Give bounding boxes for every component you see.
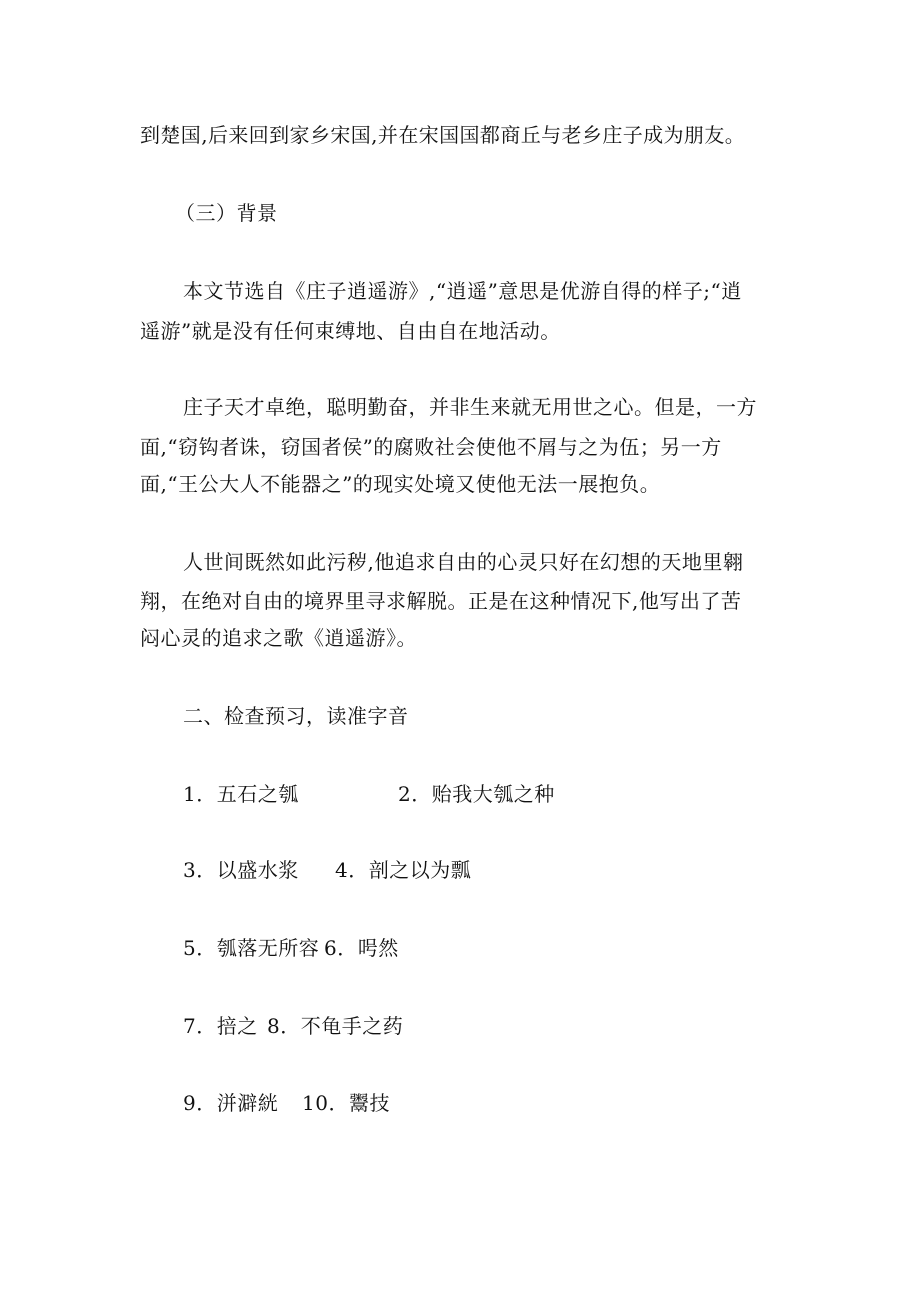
paragraph-line: 翔，在绝对自由的境界里寻求解脱。正是在这种情况下,他写出了苦 (140, 589, 742, 613)
vocab-item: 8．不龟手之药 (267, 1014, 404, 1038)
paragraph-line: 面,“王公大人不能器之”的现实处境又使他无法一展抱负。 (140, 472, 661, 496)
vocab-item: 10．鬻技 (302, 1091, 390, 1115)
section-heading-preview: 二、检查预习，读准字音 (183, 704, 409, 728)
section-heading-background: （三）背景 (175, 201, 278, 225)
paragraph-line: 庄子天才卓绝，聪明勤奋，并非生来就无用世之心。但是，一方 (183, 395, 757, 419)
paragraph-line: 遥游”就是没有任何束缚地、自由自在地活动。 (140, 319, 561, 343)
vocab-item: 3．以盛水浆 (183, 858, 299, 882)
vocab-item: 6．呺然 (324, 936, 399, 960)
vocab-item: 1．五石之瓠 (183, 782, 299, 806)
vocab-item: 5．瓠落无所容 (183, 936, 320, 960)
vocab-item: 4．剖之以为瓢 (335, 858, 472, 882)
paragraph-line: 闷心灵的追求之歌《逍遥游》。 (140, 626, 417, 650)
vocab-item: 7．掊之 (183, 1014, 258, 1038)
paragraph-line: 本文节选自《庄子逍遥游》,“逍遥”意思是优游自得的样子;“逍 (183, 279, 742, 303)
vocab-item: 9．洴澼絖 (183, 1091, 279, 1115)
paragraph-line: 人世间既然如此污秽,他追求自由的心灵只好在幻想的天地里翱 (183, 550, 744, 574)
paragraph-line: 到楚国,后来回到家乡宋国,并在宋国国都商丘与老乡庄子成为朋友。 (140, 123, 746, 147)
vocab-item: 2．贻我大瓠之种 (398, 782, 555, 806)
paragraph-line: 面,“窃钩者诛，窃国者侯”的腐败社会使他不屑与之为伍；另一方 (140, 435, 722, 459)
